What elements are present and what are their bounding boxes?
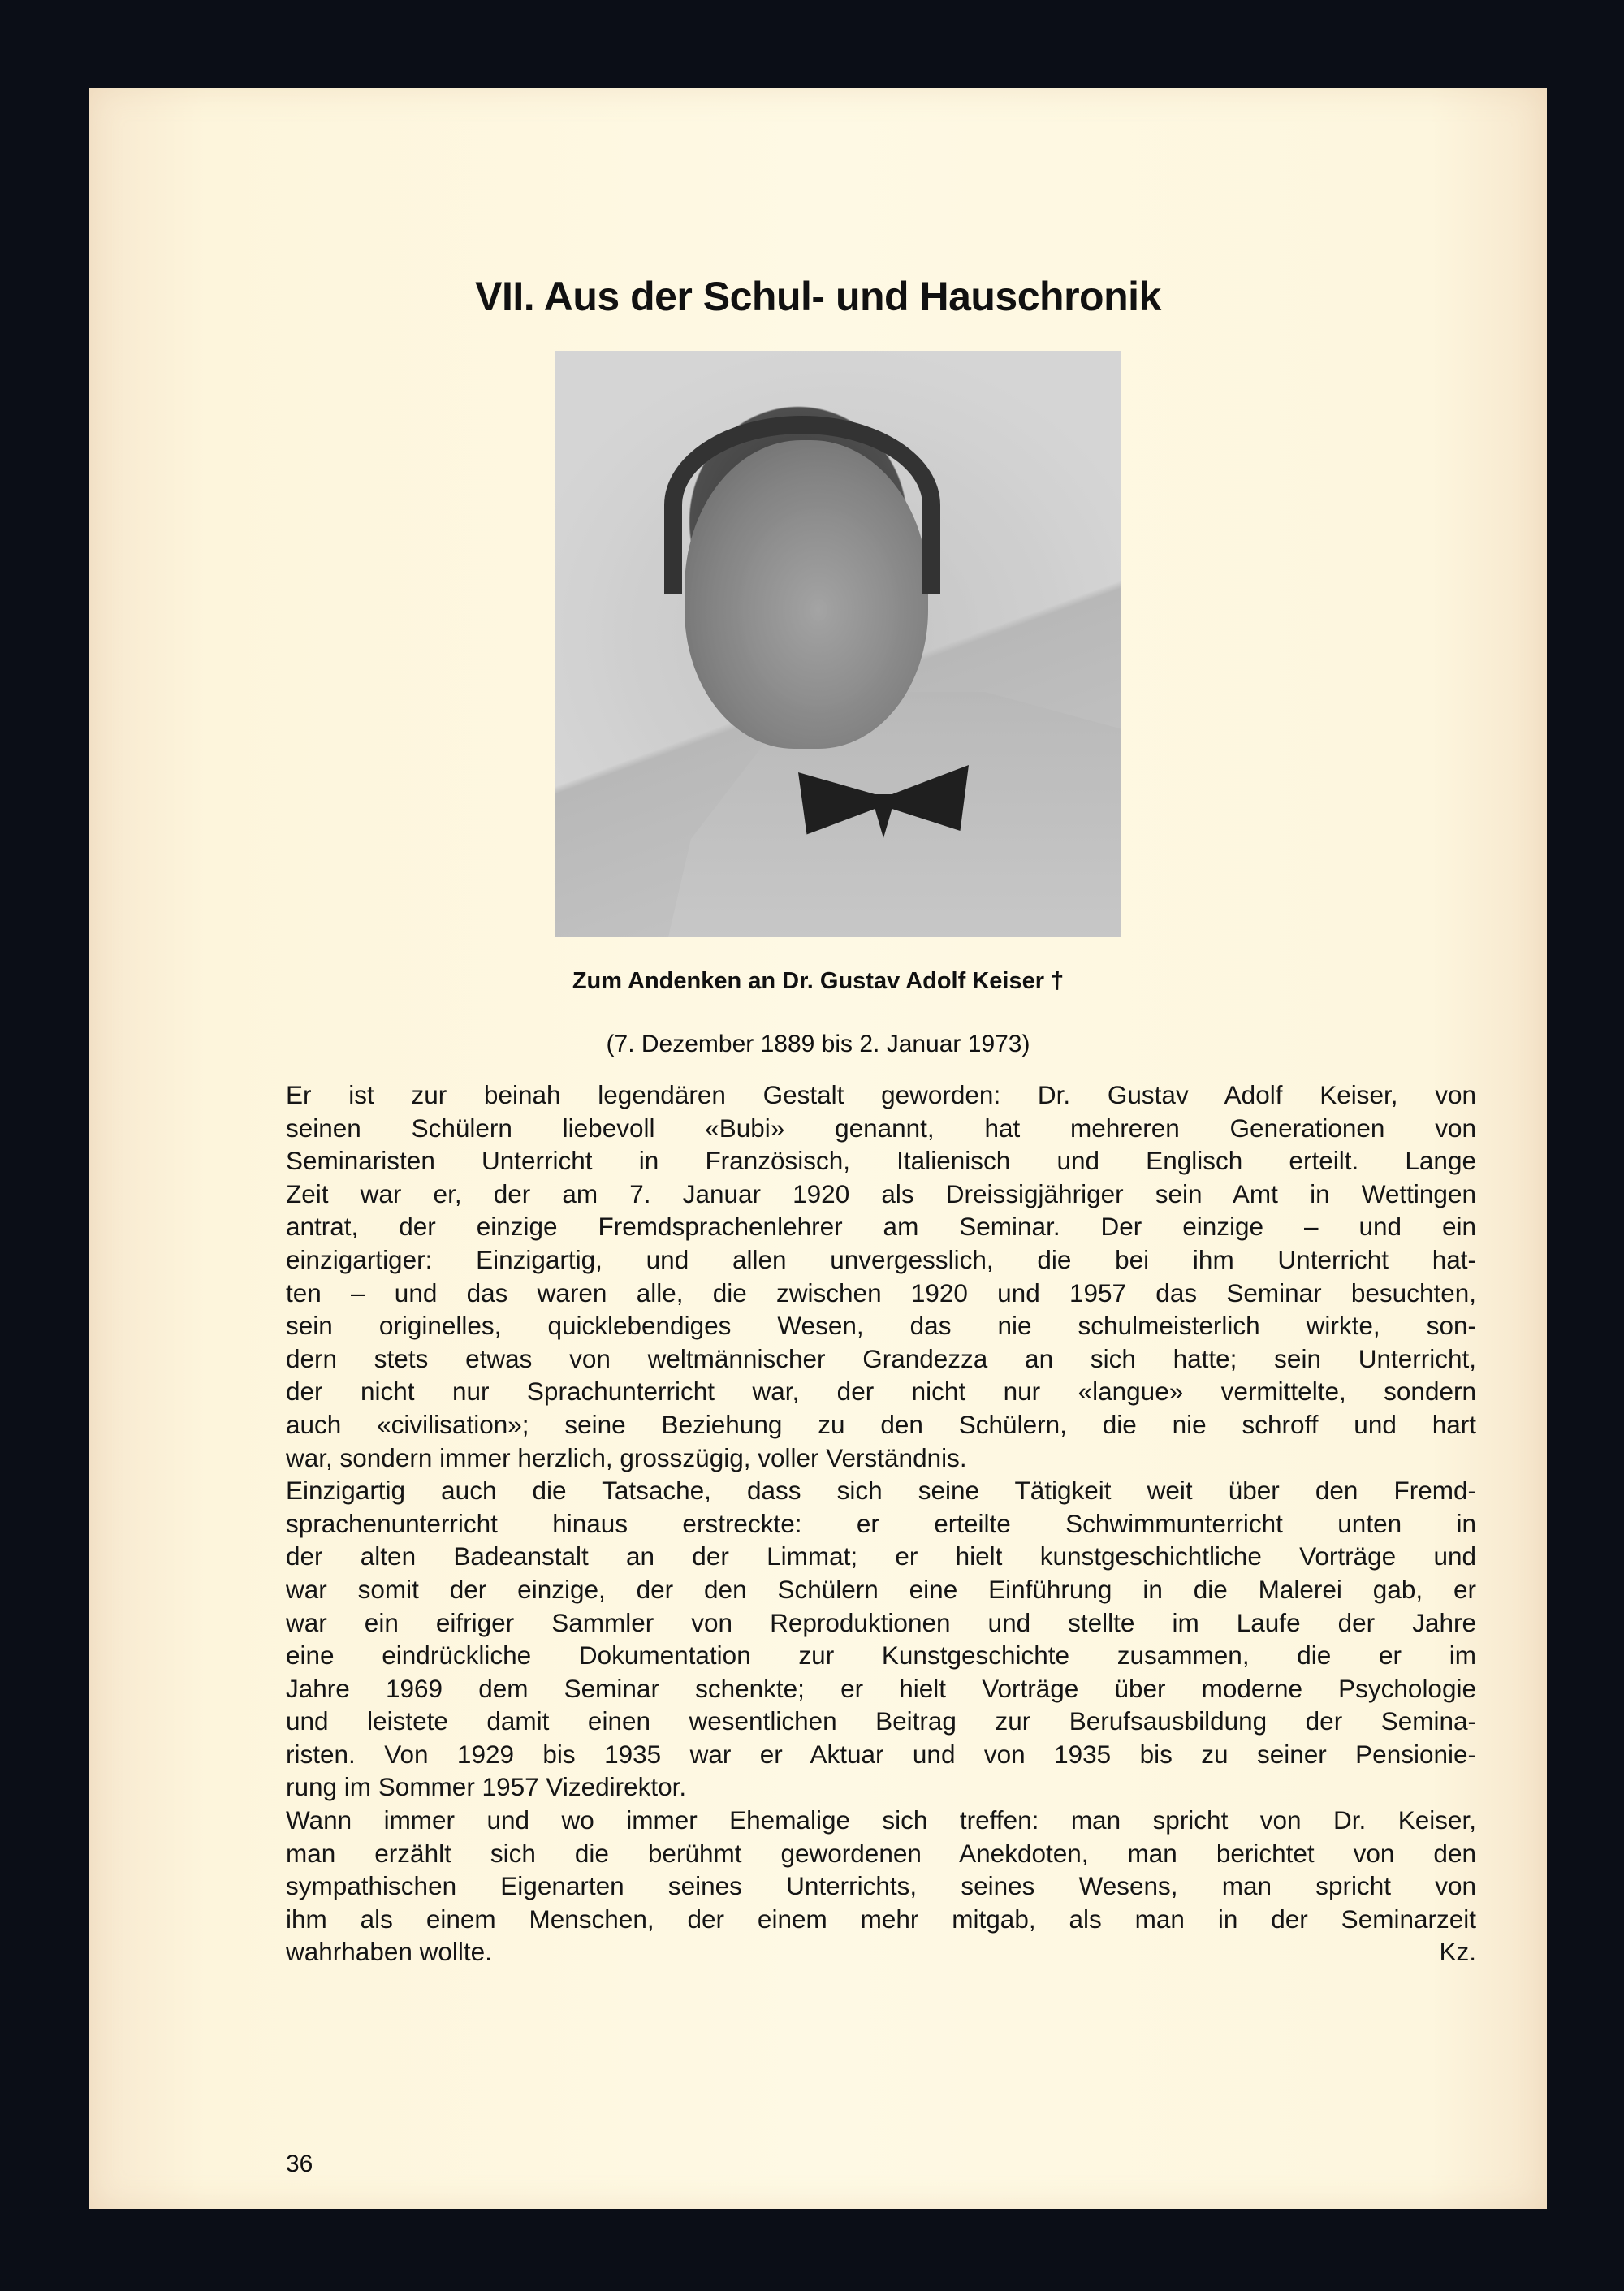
document-page bbox=[89, 88, 1547, 2209]
text-line: eine eindrückliche Dokumentation zur Kunstgeschichte zusammen, die er im bbox=[286, 1640, 1476, 1671]
text-line: auch «civilisation»; seine Beziehung zu den Schülern, die nie schroff und hart bbox=[286, 1409, 1476, 1439]
text-line: und leistete damit einen wesentlichen Beitrag zur Berufsausbildung der Semina- bbox=[286, 1706, 1476, 1736]
life-dates: (7. Dezember 1889 bis 2. Januar 1973) bbox=[606, 1031, 1030, 1057]
final-line bbox=[286, 1935, 1476, 1969]
text-line: ihm als einem Menschen, der einem mehr mitgab, als man in der Seminarzeit bbox=[286, 1904, 1476, 1934]
paragraph-1 bbox=[286, 1078, 1476, 1474]
paragraph-3 bbox=[286, 1804, 1476, 1969]
author-signature: Kz. bbox=[1439, 1937, 1476, 1967]
text-line: sein originelles, quicklebendiges Wesen, das nie schulmeisterlich wirkte, son- bbox=[286, 1311, 1476, 1341]
text-line: seinen Schülern liebevoll «Bubi» genannt, hat mehreren Generationen von bbox=[286, 1113, 1476, 1143]
text-line: war ein eifriger Sammler von Reproduktionen und stellte im Laufe der Jahre bbox=[286, 1607, 1476, 1637]
text-line: Jahre 1969 dem Seminar schenkte; er hielt Vorträge über moderne Psychologie bbox=[286, 1673, 1476, 1703]
text-line: sympathischen Eigenarten seines Unterrichts, seines Wesens, man spricht von bbox=[286, 1871, 1476, 1901]
photo-hair bbox=[664, 416, 940, 594]
text-line: der nicht nur Sprachunterricht war, der nicht nur «langue» vermittelte, sondern bbox=[286, 1377, 1476, 1407]
photo-jacket bbox=[668, 692, 1121, 937]
text-line: risten. Von 1929 bis 1935 war er Aktuar und von 1935 bis zu seiner Pensionie- bbox=[286, 1739, 1476, 1769]
text-line: rung im Sommer 1957 Vizedirektor. bbox=[286, 1772, 687, 1802]
page-number: 36 bbox=[286, 2151, 313, 2177]
article-body bbox=[286, 1078, 1476, 1969]
text-line: dern stets etwas von weltmännischer Grandezza an sich hatte; sein Unterricht, bbox=[286, 1343, 1476, 1373]
paragraph-2 bbox=[286, 1474, 1476, 1804]
closing-text: wahrhaben wollte. bbox=[286, 1937, 492, 1967]
text-line: antrat, der einzige Fremdsprachenlehrer am Seminar. Der einzige – und ein bbox=[286, 1212, 1476, 1242]
text-line: Er ist zur beinah legendären Gestalt geworden: Dr. Gustav Adolf Keiser, von bbox=[286, 1080, 1476, 1109]
text-line: einzigartiger: Einzigartig, und allen unvergesslich, die bei ihm Unterricht hat- bbox=[286, 1244, 1476, 1274]
section-title: VII. Aus der Schul- und Hauschronik bbox=[475, 274, 1161, 319]
text-line: sprachenunterricht hinaus erstreckte: er erteilte Schwimmunterricht unten in bbox=[286, 1508, 1476, 1538]
text-line: Wann immer und wo immer Ehemalige sich treffen: man spricht von Dr. Keiser, bbox=[286, 1805, 1476, 1835]
photo-caption: Zum Andenken an Dr. Gustav Adolf Keiser † bbox=[572, 968, 1065, 994]
text-line: Einzigartig auch die Tatsache, dass sich seine Tätigkeit weit über den Fremd- bbox=[286, 1476, 1476, 1506]
text-line: war, sondern immer herzlich, grosszügig, voller Verständnis. bbox=[286, 1442, 967, 1472]
text-line: war somit der einzige, der den Schülern eine Einführung in die Malerei gab, er bbox=[286, 1574, 1476, 1604]
text-line: der alten Badeanstalt an der Limmat; er hielt kunstgeschichtliche Vorträge und bbox=[286, 1541, 1476, 1571]
text-line: man erzählt sich die berühmt gewordenen Anekdoten, man berichtet von den bbox=[286, 1838, 1476, 1868]
text-line: Seminaristen Unterricht in Französisch, Italienisch und Englisch erteilt. Lange bbox=[286, 1146, 1476, 1176]
text-line: ten – und das waren alle, die zwischen 1920 und 1957 das Seminar besuchten, bbox=[286, 1277, 1476, 1308]
text-line: Zeit war er, der am 7. Januar 1920 als Dreissigjähriger sein Amt in Wettingen bbox=[286, 1178, 1476, 1208]
portrait-photo bbox=[555, 351, 1121, 937]
